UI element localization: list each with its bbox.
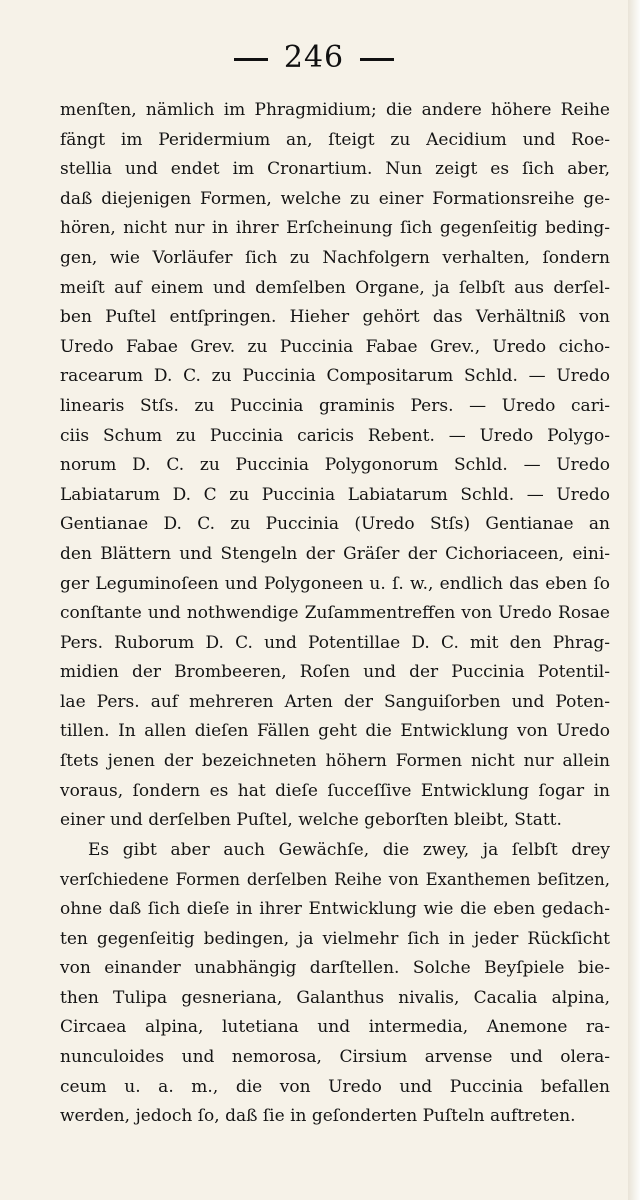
- text-line: ſtets jenen der bezeichneten höhern Formen nicht nur allein: [60, 751, 610, 772]
- text-line: fängt im Peridermium an, ſteigt zu Aecidium und Roe-: [60, 129, 610, 150]
- text-line: norum D. C. zu Puccinia Polygonorum Schld. — Uredo: [60, 455, 610, 476]
- text-line: ben Puſtel entſpringen. Hieher gehört das Verhältniß von: [60, 307, 610, 328]
- text-line: hören, nicht nur in ihrer Erſcheinung ſich gegenſeitig beding-: [60, 218, 610, 239]
- text-line: then Tulipa gesneriana, Galanthus nivalis, Cacalia alpina,: [60, 987, 610, 1008]
- paragraph-end-line: werden, jedoch ſo, daß ſie in geſonderten Puſteln auftreten.: [60, 1106, 576, 1127]
- text-line: nunculoides und nemorosa, Cirsium arvense und olera-: [60, 1047, 610, 1067]
- text-line: voraus, ſondern es hat dieſe ſucceſſive Entwicklung ſogar in: [60, 780, 610, 801]
- body-text: [60, 96, 610, 1132]
- text-line: Circaea alpina, lutetiana und intermedia, Anemone ra-: [60, 1017, 610, 1038]
- text-line: meiſt auf einem und demſelben Organe, ja ſelbſt aus derſel-: [60, 277, 610, 298]
- text-line: conſtante und nothwendige Zuſammentreffen von Uredo Rosae: [60, 603, 610, 624]
- text-line: lae Pers. auf mehreren Arten der Sanguiſorben und Poten-: [60, 691, 610, 712]
- text-line: ohne daß ſich dieſe in ihrer Entwicklung wie die eben gedach-: [60, 899, 610, 920]
- text-line: verſchiedene Formen derſelben Reihe von Exanthemen beſitzen,: [60, 870, 610, 890]
- text-line: linearis Stſs. zu Puccinia graminis Pers. — Uredo cari-: [60, 395, 610, 416]
- text-line: midien der Brombeeren, Roſen und der Puccinia Potentil-: [60, 662, 610, 683]
- paragraph-start-line: Es gibt aber auch Gewächſe, die zwey, ja ſelbſt drey: [88, 839, 610, 860]
- text-line: Pers. Ruborum D. C. und Potentillae D. C. mit den Phrag-: [60, 632, 610, 653]
- text-line: ten gegenſeitig bedingen, ja vielmehr ſich in jeder Rückſicht: [60, 928, 610, 949]
- text-line: menſten, nämlich im Phragmidium; die andere höhere Reihe: [60, 100, 610, 120]
- text-line: Gentianae D. C. zu Puccinia (Uredo Stſs) Gentianae an: [60, 514, 610, 535]
- text-line: ceum u. a. m., die von Uredo und Puccinia befallen: [60, 1076, 610, 1097]
- page-header: [0, 40, 628, 75]
- text-line: gen, wie Vorläufer ſich zu Nachfolgern verhalten, ſondern: [60, 247, 610, 268]
- page-edge: [628, 0, 640, 1200]
- header-dash-left: [234, 58, 268, 61]
- text-line: von einander unabhängig darſtellen. Solche Beyſpiele bie-: [60, 958, 610, 979]
- text-line: ciis Schum zu Puccinia caricis Rebent. — Uredo Polygo-: [60, 425, 610, 446]
- text-line: racearum D. C. zu Puccinia Compositarum Schld. — Uredo: [60, 366, 610, 387]
- text-line: Uredo Fabae Grev. zu Puccinia Fabae Grev., Uredo cicho-: [60, 336, 610, 357]
- page-number: 246: [283, 40, 345, 75]
- paragraph-end-line: einer und derſelben Puſtel, welche geborſten bleibt, Statt.: [60, 810, 562, 831]
- text-line: den Blättern und Stengeln der Gräſer der Cichoriaceen, eini-: [60, 543, 610, 564]
- text-line: Labiatarum D. C zu Puccinia Labiatarum Schld. — Uredo: [60, 484, 610, 505]
- header-dash-right: [360, 58, 394, 61]
- text-line: stellia und endet im Cronartium. Nun zeigt es ſich aber,: [60, 159, 610, 180]
- text-line: daß diejenigen Formen, welche zu einer Formationsreihe ge-: [60, 188, 610, 209]
- text-line: ger Leguminoſeen und Polygoneen u. ſ. w., endlich das eben ſo: [60, 573, 610, 594]
- text-line: tillen. In allen dieſen Fällen geht die Entwicklung von Uredo: [60, 721, 610, 742]
